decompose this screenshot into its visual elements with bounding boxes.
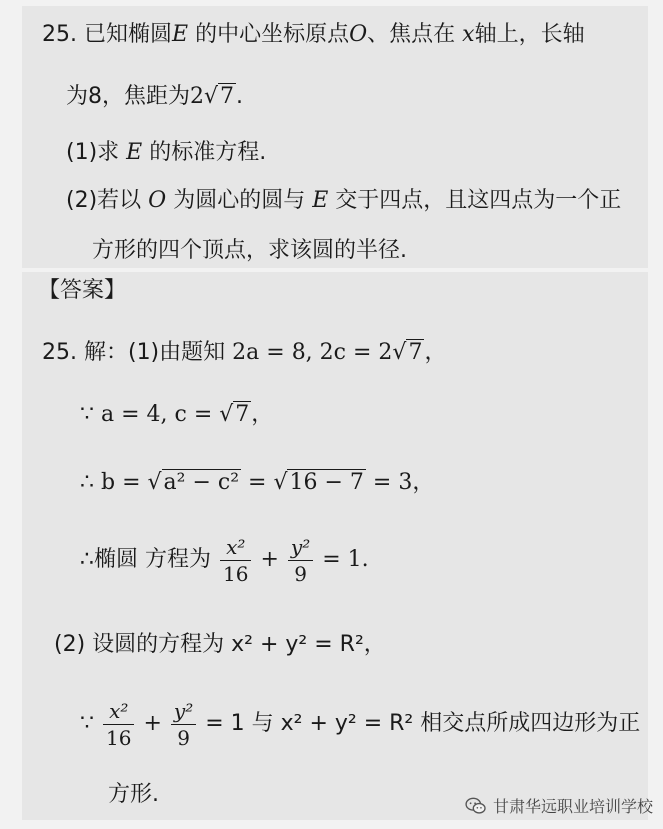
answer-heading: 【答案】 — [38, 278, 127, 303]
question-number: 25. — [42, 22, 77, 47]
watermark-text: 甘肃华远职业培训学校 — [492, 797, 653, 816]
answer-line-6: ∵ $\frac{\text{x²}}{16}$ + $\frac{\text{y²}}{9}$ = 1 与 x² + y² = R² 相交点所成四边形为正 — [80, 698, 641, 750]
fraction-y-9: $\frac{\text{y²}}{9}$ — [171, 698, 196, 751]
question-part-1: (1)求 E 的标准方程. — [66, 140, 267, 165]
fraction-y-9: $\frac{\text{y²}}{9}$ — [288, 534, 313, 587]
sqrt-seven: √7 — [392, 340, 423, 365]
answer-line-2: ∵ a = 4, c = √7， — [80, 400, 273, 430]
answer-line-4: ∴椭圆 方程为 $\frac{\text{x²}}{16}$ + $\frac{\text{y²}}{9}$ = 1. — [80, 534, 369, 586]
question-part-2-line-2: 方形的四个顶点，求该圆的半径. — [92, 238, 407, 263]
fraction-x-16: $\frac{\text{x²}}{16}$ — [220, 534, 251, 587]
sqrt-16-7: √16 − 7 — [273, 470, 364, 495]
question-part-2: (2)若以 O 为圆心的圆与 E 交于四点，且这四点为一个正 — [66, 188, 622, 213]
wechat-icon — [465, 797, 487, 815]
watermark — [465, 794, 653, 817]
sqrt-a2-c2: √a² − c² — [147, 470, 240, 495]
answer-line-7: 方形. — [108, 782, 159, 807]
answer-line-5: (2) 设圆的方程为 x² + y² = R²， — [54, 632, 386, 657]
answer-line-3: ∴ b = √a² − c² = √16 − 7 = 3， — [80, 468, 434, 498]
answer-line-1: 25. 解：(1)由题知 2a = 8, 2c = 2√7， — [42, 338, 446, 368]
sqrt-seven: √7 — [219, 402, 250, 427]
sqrt-seven: √7 — [204, 84, 235, 109]
fraction-x-16: $\frac{\text{x²}}{16}$ — [103, 698, 134, 751]
question-line-1: 25. 已知椭圆E 的中心坐标原点O、焦点在 x轴上，长轴 — [42, 22, 585, 47]
question-line-2: 为8，焦距为2√7. — [66, 82, 243, 112]
